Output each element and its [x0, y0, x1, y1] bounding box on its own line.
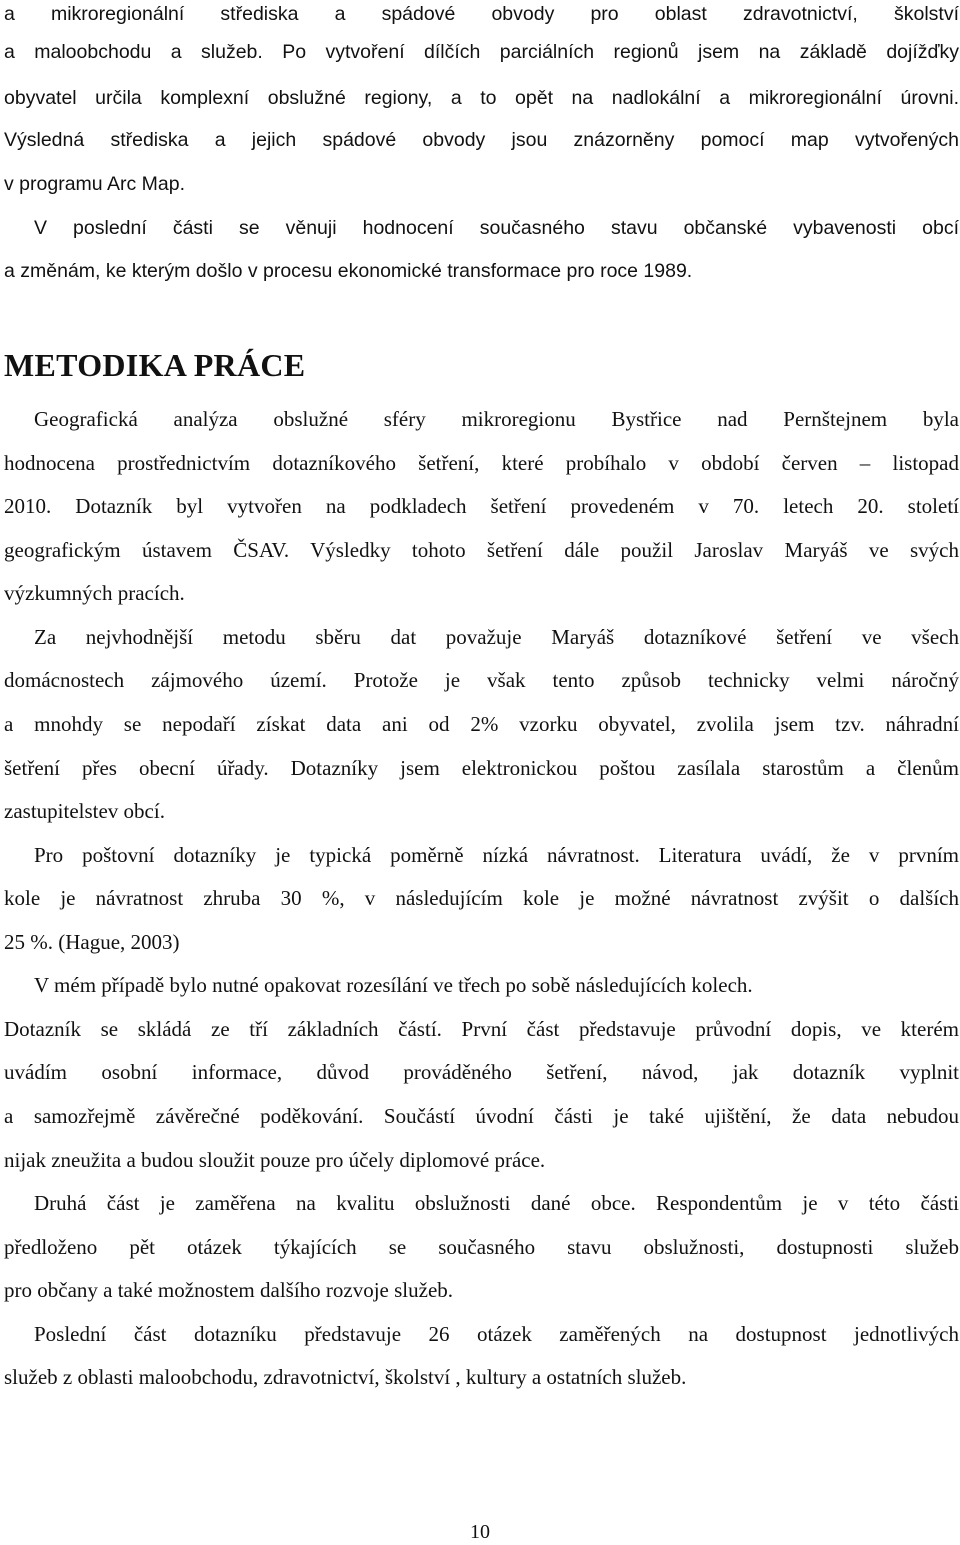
body-line-1: Geografická analýza obslužné sféry mikroregionu Bystřice nad Pernštejnem byla	[34, 407, 959, 431]
body-line-15: Dotazník se skládá ze tří základních částí. První část představuje průvodní dopis, ve kterém	[4, 1017, 959, 1041]
intro-line-7: a změnám, ke kterým došlo v procesu ekonomické transformace pro roce 1989.	[4, 260, 693, 282]
body-line-11: Pro poštovní dotazníky je typická poměrně nízká návratnost. Literatura uvádí, že v prvním	[34, 843, 959, 867]
body-line-19: Druhá část je zaměřena na kvalitu obslužnosti dané obce. Respondentům je v této části	[34, 1191, 959, 1215]
body-line-13: 25 %. (Hague, 2003)	[4, 930, 180, 954]
body-line-2: hodnocena prostřednictvím dotazníkového šetření, které probíhalo v období červen – listopad	[4, 451, 959, 475]
body-line-23: služeb z oblasti maloobchodu, zdravotnictví, školství , kultury a ostatních služeb.	[4, 1365, 687, 1389]
body-line-12: kole je návratnost zhruba 30 %, v následujícím kole je možné návratnost zvýšit o dalších	[4, 886, 959, 910]
body-line-14: V mém případě bylo nutné opakovat rozesílání ve třech po sobě následujících kolech.	[34, 973, 753, 997]
body-line-20: předloženo pět otázek týkajících se současného stavu obslužnosti, dostupnosti služeb	[4, 1235, 959, 1259]
body-line-4: geografickým ústavem ČSAV. Výsledky tohoto šetření dále použil Jaroslav Maryáš ve svých	[4, 538, 959, 562]
body-line-10: zastupitelstev obcí.	[4, 799, 165, 823]
intro-line-2: a maloobchodu a služeb. Po vytvoření dílčích parciálních regionů jsem na základě dojížďky	[4, 41, 959, 63]
body-line-22: Poslední část dotazníku představuje 26 otázek zaměřených na dostupnost jednotlivých	[34, 1322, 959, 1346]
body-line-17: a samozřejmě závěrečné poděkování. Součástí úvodní části je také ujištění, že data nebudou	[4, 1104, 959, 1128]
body-line-16: uvádím osobní informace, důvod prováděného šetření, návod, jak dotazník vyplnit	[4, 1060, 959, 1084]
body-line-7: domácnostech zájmového území. Protože je však tento způsob technicky velmi náročný	[4, 668, 959, 692]
intro-line-4: Výsledná střediska a jejich spádové obvody jsou znázorněny pomocí map vytvořených	[4, 129, 959, 151]
page-number: 10	[470, 1521, 490, 1543]
body-line-9: šetření přes obecní úřady. Dotazníky jsem elektronickou poštou zasílala starostům a členům	[4, 756, 959, 780]
intro-line-6: V poslední části se věnuji hodnocení současného stavu občanské vybavenosti obcí	[34, 217, 959, 239]
intro-line-3: obyvatel určila komplexní obslužné regiony, a to opět na nadlokální a mikroregionální úrovni.	[4, 87, 959, 109]
body-line-21: pro občany a také možnostem dalšího rozvoje služeb.	[4, 1278, 454, 1302]
body-line-8: a mnohdy se nepodaří získat data ani od 2% vzorku obyvatel, zvolila jsem tzv. náhradní	[4, 712, 959, 736]
section-heading: METODIKA PRÁCE	[4, 347, 306, 383]
body-line-18: nijak zneužita a budou sloužit pouze pro účely diplomové práce.	[4, 1148, 546, 1172]
body-line-3: 2010. Dotazník byl vytvořen na podkladech šetření provedeném v 70. letech 20. století	[4, 494, 959, 518]
intro-line-5: v programu Arc Map.	[4, 173, 185, 195]
body-line-6: Za nejvhodnější metodu sběru dat považuje Maryáš dotazníkové šetření ve všech	[34, 625, 959, 649]
intro-line-1: a mikroregionální střediska a spádové obvody pro oblast zdravotnictví, školství	[4, 3, 959, 25]
body-line-5: výzkumných pracích.	[4, 581, 185, 605]
